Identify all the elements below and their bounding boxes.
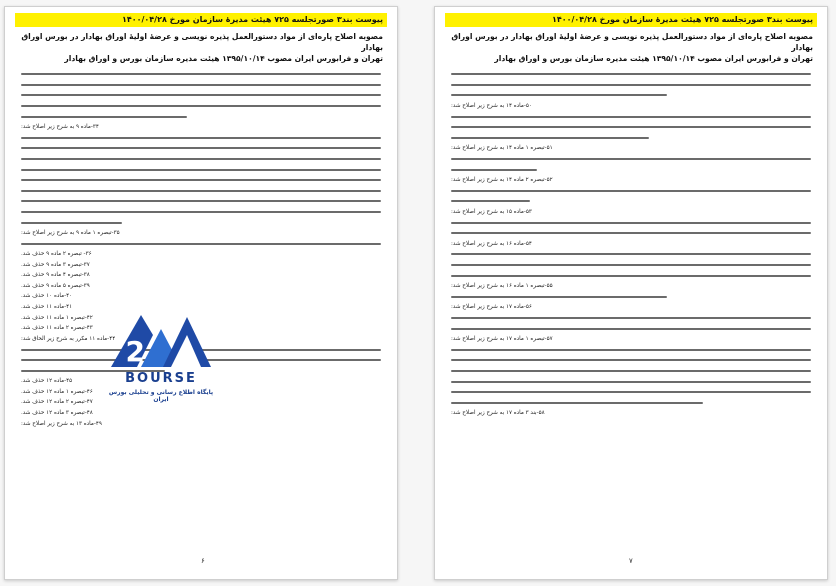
clause-line: ۴۴-ماده ۱۱ مکرر به شرح زیر الحاق شد:	[21, 335, 116, 342]
clause-line: ۳۴-ماده ۹ به شرح زیر اصلاح شد:	[21, 123, 99, 130]
logo-wordmark: BOURSE	[125, 371, 197, 386]
title-line-1: مصوبه اصلاح‌ پاره‌ای از مواد دستورالعمل پذیره نویسی و عرضهٔ اولیهٔ اوراق بهادار در بورس اوراق بهادار	[21, 32, 383, 52]
clause-line: ۴۰-ماده ۱۰ حذف شد.	[21, 293, 73, 300]
title-line-1: مصوبه اصلاح‌ پاره‌ای از مواد دستورالعمل پذیره نویسی و عرضهٔ اولیهٔ اوراق بهادار در بورس اوراق بهادار	[451, 32, 813, 52]
logo-tagline: پایگاه اطلاع رسانی و تحلیلی بورس ایران	[108, 389, 214, 403]
clause-line: ۵۸-بند ۳ ماده ۱۷ به شرح زیر اصلاح شد:	[451, 410, 545, 416]
clause-line: ۵۵-تبصره ۱ ماده ۱۶ به شرح زیر اصلاح شد:	[451, 282, 553, 289]
clause-line: ۵۷-تبصره ۱ ماده ۱۷ به شرح زیر اصلاح شد:	[451, 335, 553, 342]
document-page-7	[434, 6, 828, 580]
clause-line: ۳۵-تبصره ۱ ماده ۹ به شرح زیر اصلاح شد:	[21, 229, 120, 236]
clause-line: ۴۷-تبصره ۲ ماده ۱۲ حذف شد.	[21, 399, 93, 406]
page-title	[449, 31, 813, 64]
clause-line: ۴۸-تبصره ۳ ماده ۱۲ حذف شد.	[21, 410, 93, 416]
clause-line: ۳۷-تبصره ۳ ماده ۹ حذف شد.	[21, 261, 90, 268]
bourse-logo	[101, 307, 221, 407]
title-line-2: تهران و فرابورس ایران مصوب ۱۳۹۵/۱۰/۱۴ هیئت مدیره سازمان بورس و اوراق بهادار	[494, 54, 813, 63]
clause-line: ۴۱-ماده ۱۱ حذف شد.	[21, 304, 73, 311]
clause-line: ۴۳-تبصره ۲ ماده ۱۱ حذف شد.	[21, 325, 93, 332]
svg-text:2: 2	[125, 335, 145, 368]
clause-line: ۴۵-ماده ۱۲ حذف شد.	[21, 378, 73, 385]
clause-line: ۴۲-تبصره ۱ ماده ۱۱ حذف شد.	[21, 314, 93, 321]
page-number: ۷	[629, 557, 633, 565]
clause-line: ۳۸-تبصره ۴ ماده ۹ حذف شد.	[21, 272, 90, 279]
page-header: پیوست بند۳ صورتجلسه ۷۲۵ هیئت مدیرهٔ سازمان مورخ ۱۴۰۰/۰۴/۲۸	[15, 13, 387, 27]
clause-line: ۵۰-ماده ۱۴ به شرح زیر اصلاح شد:	[451, 102, 532, 109]
logo-mark-icon	[101, 307, 221, 373]
clause-line: ۴۶-تبصره ۱ ماده ۱۲ حذف شد.	[21, 388, 93, 395]
page-title	[19, 31, 383, 64]
clause-line: ۳۹-تبصره ۵ ماده ۹ حذف شد.	[21, 282, 90, 289]
clause-line: ۵۶-ماده ۱۷ به شرح زیر اصلاح شد:	[451, 304, 532, 311]
clause-line: ۵۲-تبصره ۲ ماده ۱۴ به شرح زیر اصلاح شد:	[451, 176, 553, 183]
page-number: ۶	[201, 557, 205, 565]
clause-line: ۳۶- تبصره ۲ ماده ۹ حذف شد.	[21, 251, 92, 258]
document-page-6	[4, 6, 398, 580]
clause-line: ۵۳-ماده ۱۵ به شرح زیر اصلاح شد:	[451, 208, 532, 215]
clause-line: ۴۹-ماده ۱۳ به شرح زیر اصلاح شد:	[21, 420, 102, 427]
title-line-2: تهران و فرابورس ایران مصوب ۱۳۹۵/۱۰/۱۴ هیئت مدیره سازمان بورس و اوراق بهادار	[64, 54, 383, 63]
clause-line: ۵۱-تبصره ۱ ماده ۱۴ به شرح زیر اصلاح شد:	[451, 145, 553, 152]
clause-line: ۵۴-ماده ۱۶ به شرح زیر اصلاح شد:	[451, 240, 532, 247]
page-header: پیوست بند۳ صورتجلسه ۷۲۵ هیئت مدیرهٔ سازمان مورخ ۱۴۰۰/۰۴/۲۸	[445, 13, 817, 27]
body-text-block	[451, 69, 811, 419]
